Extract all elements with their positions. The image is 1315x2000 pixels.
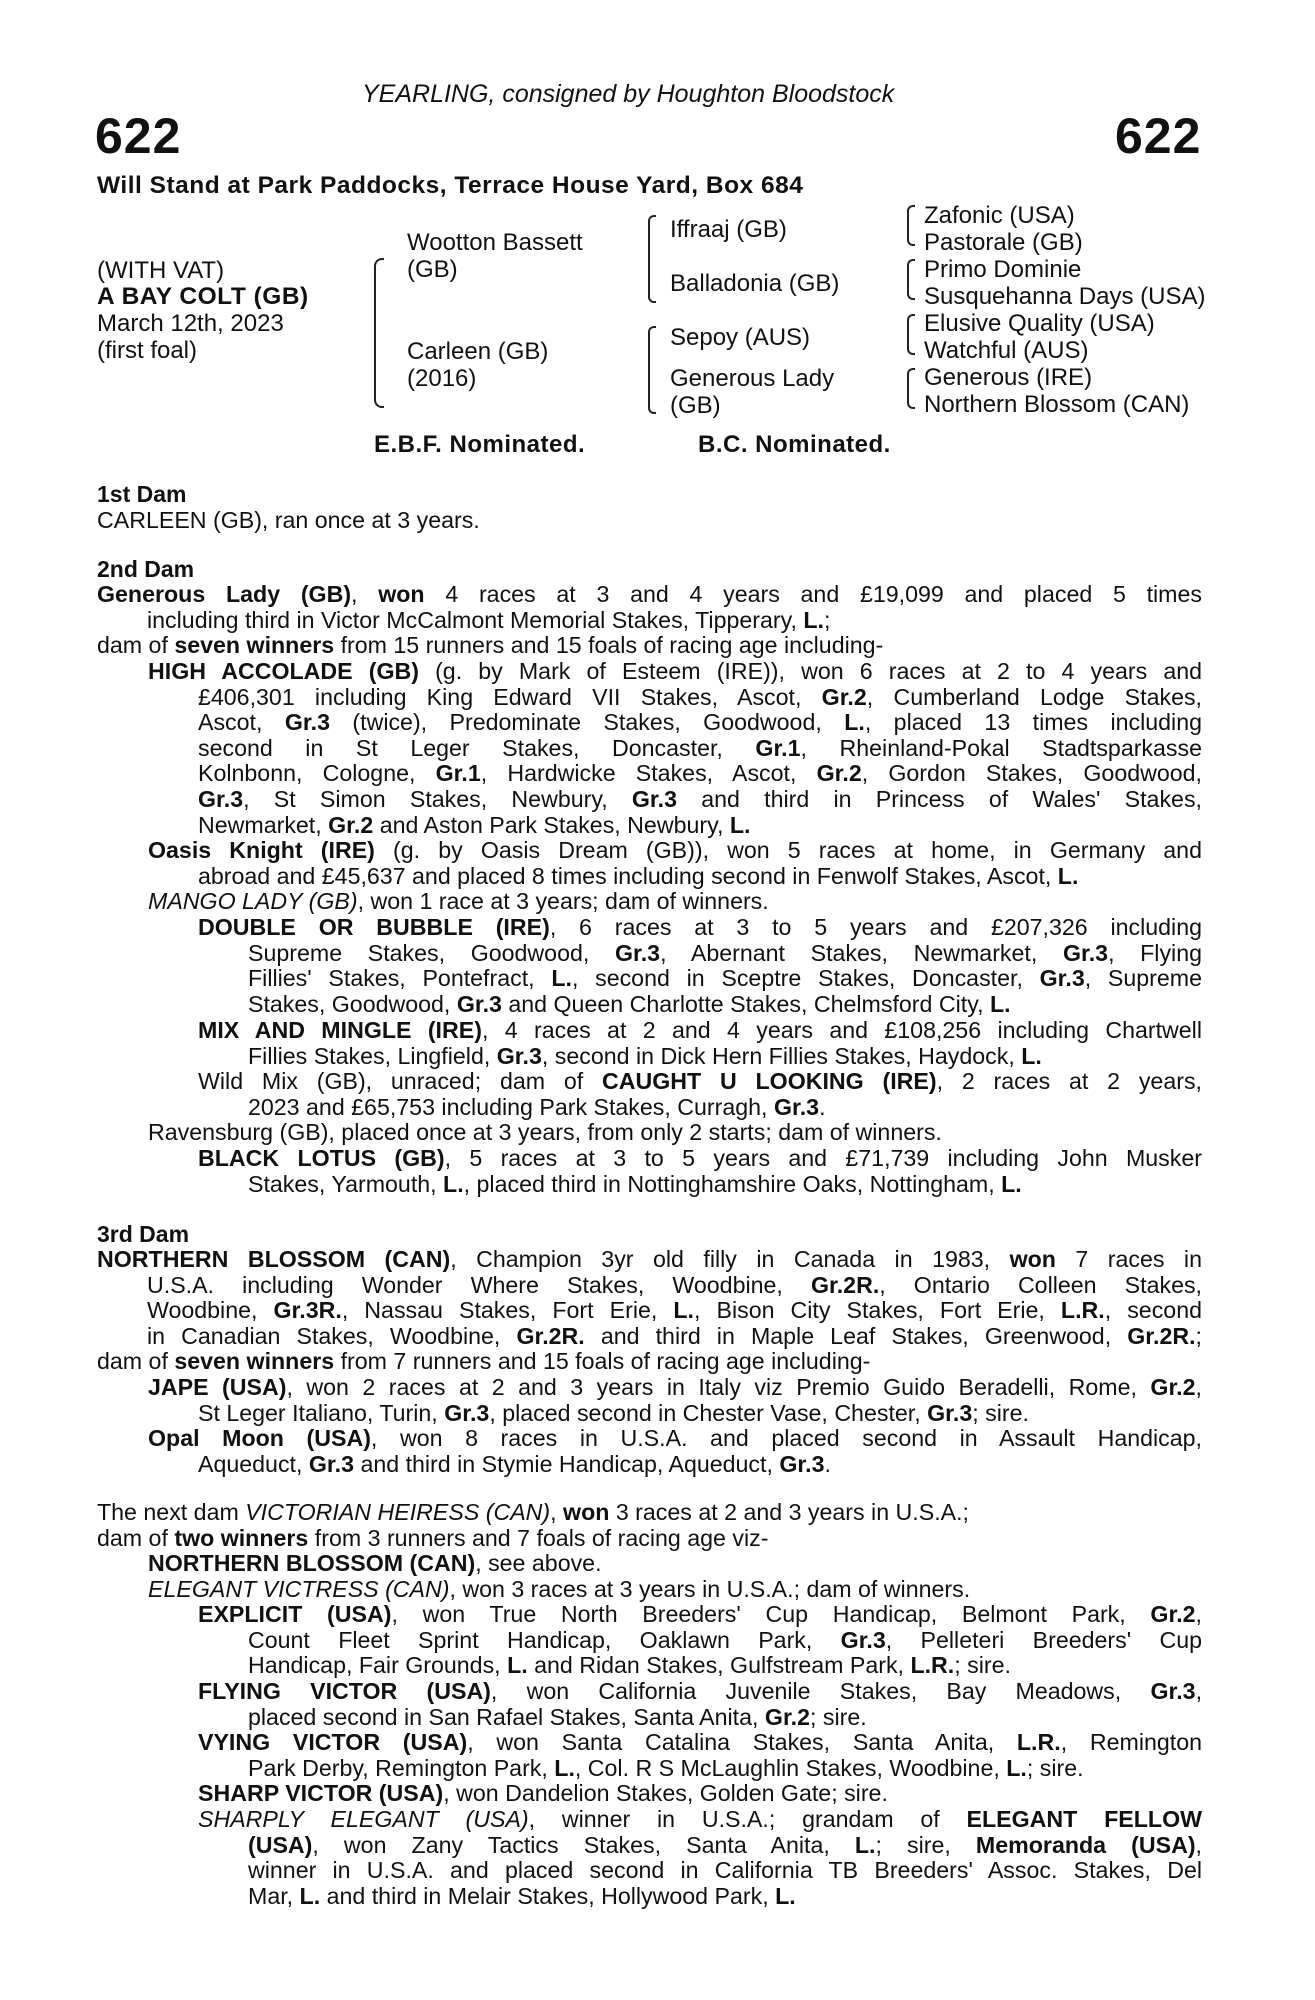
text: Aqueduct, (198, 1450, 309, 1477)
text: , Flying (1108, 939, 1202, 966)
horse-name: CAUGHT U LOOKING (IRE) (601, 1068, 937, 1094)
dam-year: (2016) (407, 365, 477, 392)
double-or-bubble-entry (198, 915, 1202, 1017)
grade: Gr.1 (435, 760, 481, 787)
brace-ss (907, 205, 915, 246)
text: St Leger Italiano, Turin, (198, 1399, 445, 1426)
grade: Gr.3 (496, 1042, 542, 1069)
sire-name: Wootton Bassett (407, 229, 583, 256)
horse-name: NORTHERN BLOSSOM (CAN) (97, 1246, 451, 1272)
text: Count Fleet Sprint Handicap, Oaklawn Park, (248, 1626, 841, 1653)
grade: Gr.3 (779, 1450, 825, 1477)
text: , Champion 3yr old filly in Canada in 1983, (450, 1246, 1010, 1272)
sss: Zafonic (USA) (924, 202, 1075, 229)
text: , Rheinland-Pokal Stadtsparkasse (800, 734, 1203, 761)
grade: L.R. (910, 1652, 955, 1679)
text: , see above. (475, 1550, 602, 1576)
next-dam-produce (148, 1551, 1202, 1602)
text: , Nassau Stakes, Fort Erie, (341, 1297, 674, 1324)
bc-nomination: B.C. Nominated. (698, 431, 891, 458)
text: , 6 races at 3 to 5 years and £207,326 including (549, 914, 1202, 940)
text: dam of (97, 1348, 175, 1375)
horse-name: DOUBLE OR BUBBLE (IRE) (198, 914, 550, 940)
text: Woodbine, (147, 1297, 274, 1324)
text: , (550, 1499, 564, 1525)
grade: L. (775, 1882, 796, 1909)
ravensburg-entry (148, 1120, 1202, 1146)
grade: L. (554, 1754, 575, 1781)
text: from 3 runners and 7 foals of racing age viz- (308, 1524, 769, 1551)
brace-main (374, 258, 384, 408)
text: Handicap, Fair Grounds, (248, 1652, 508, 1679)
text: Kolnbonn, Cologne, (198, 760, 436, 787)
text: , won 1 race at 3 years; dam of winners. (357, 888, 769, 915)
text: , won True North Breeders' Cup Handicap, Belmont Park, (391, 1601, 1151, 1627)
text: and Queen Charlotte Stakes, Chelmsford City, (501, 990, 990, 1017)
text: (twice), Predominate Stakes, Goodwood, (329, 709, 845, 736)
text: , won Zany Tactics Stakes, Santa Anita, (312, 1831, 855, 1858)
text: Wild Mix (GB), unraced; dam of (198, 1068, 602, 1094)
grade: Gr.2 (328, 811, 374, 838)
grade: Gr.3 (614, 939, 661, 966)
grade: L. (844, 709, 865, 736)
text: second in St Leger Stakes, Doncaster, (198, 734, 756, 761)
text: , (1195, 1601, 1202, 1627)
text: from 7 runners and 15 foals of racing age including- (334, 1348, 871, 1375)
grade: Gr.2 (764, 1703, 811, 1730)
text: , Supreme (1084, 965, 1203, 992)
ddd: Northern Blossom (CAN) (924, 391, 1190, 418)
dam-dam-country: (GB) (670, 392, 721, 419)
text: , St Simon Stakes, Newbury, (243, 785, 632, 812)
second-dam-heading: 2nd Dam (97, 556, 195, 582)
first-dam-text: CARLEEN (GB), ran once at 3 years. (97, 507, 480, 533)
grade: L. (551, 965, 572, 992)
text: winner in U.S.A. and placed second in California TB Breeders' Assoc. Stakes, Del (248, 1857, 1202, 1884)
horse-foal-note: (first foal) (97, 337, 198, 364)
grade: Gr.3 (456, 990, 502, 1017)
text: and third in Maple Leaf Stakes, Greenwood, (584, 1322, 1128, 1349)
horse-name: SHARPLY ELEGANT (USA) (198, 1806, 529, 1832)
text: , placed second in Chester Vase, Chester, (489, 1399, 928, 1426)
won-label: won (563, 1499, 610, 1525)
horse-name: NORTHERN BLOSSOM (CAN) (148, 1550, 476, 1576)
winners-count: seven winners (174, 1348, 335, 1375)
horse-name: Oasis Knight (IRE) (148, 837, 375, 863)
grade: L. (299, 1882, 321, 1909)
oasis-knight-entry (148, 838, 1202, 915)
text: ; sire. (972, 1399, 1029, 1426)
grade: Gr.3 (927, 1399, 973, 1426)
text: , Remington (1060, 1729, 1202, 1755)
dam-name: Carleen (GB) (407, 338, 549, 365)
sharply-elegant-entry (198, 1807, 1202, 1909)
text: , 2 races at 2 years, (936, 1068, 1202, 1094)
dam-sire: Sepoy (AUS) (670, 324, 811, 351)
text: , second in Dick Hern Fillies Stakes, Haydock, (541, 1042, 1022, 1069)
horse-name: VYING VICTOR (USA) (198, 1729, 468, 1755)
text: Park Derby, Remington Park, (248, 1754, 555, 1781)
grade: L. (1021, 1042, 1042, 1069)
grade: L.R. (1016, 1729, 1061, 1755)
text: , (1195, 1374, 1202, 1400)
grade: L. (854, 1831, 876, 1858)
text: in Canadian Stakes, Woodbine, (147, 1322, 517, 1349)
second-dam-entry: Generous Lady (GB), won 4 races at 3 and 4 years and £19,099 and placed 5 times including third in Victor McCalmont Memorial Stakes, Tipperary, L.; dam of seven winners from 15 runners and 15 foals of racing age including- (97, 581, 1202, 659)
text: 4 races at 3 and 4 years and £19,099 and placed 5 times (424, 581, 1202, 607)
first-dam-heading: 1st Dam (97, 481, 187, 507)
text: ; sire, (875, 1831, 976, 1858)
text: and third in Stymie Handicap, Aqueduct, (354, 1450, 780, 1477)
horse-name: VICTORIAN HEIRESS (CAN) (245, 1499, 551, 1525)
text: Mar, (248, 1882, 300, 1909)
text: Stakes, Yarmouth, (248, 1170, 444, 1197)
sharp-victor-entry (198, 1781, 1202, 1807)
horse-name: EXPLICIT (USA) (198, 1601, 392, 1627)
brace-dam (648, 326, 656, 414)
sire-country: (GB) (407, 256, 458, 283)
horse-name: Memoranda (USA) (975, 1831, 1196, 1858)
text: . (819, 1093, 826, 1120)
brace-dd (907, 368, 915, 409)
horse-name: Opal Moon (USA) (148, 1425, 371, 1451)
text: 2023 and £65,753 including Park Stakes, Curragh, (248, 1093, 774, 1120)
text: (g. by Oasis Dream (GB)), won 5 races at home, in Germany and (374, 837, 1202, 863)
grade: Gr.3 (1062, 939, 1109, 966)
wild-mix-entry (198, 1069, 1202, 1120)
text: , placed third in Nottinghamshire Oaks, Nottingham, (463, 1170, 1002, 1197)
grade: Gr.3 (284, 709, 330, 736)
text: Fillies' Stakes, Pontefract, (248, 965, 552, 992)
grade: Gr.2 (1150, 1374, 1196, 1400)
dss: Elusive Quality (USA) (924, 310, 1155, 337)
grade: Gr.3R. (273, 1297, 342, 1324)
winners-count: seven winners (174, 632, 335, 659)
dds: Generous (IRE) (924, 364, 1093, 391)
horse-country: (USA) (248, 1831, 313, 1858)
text: Stakes, Goodwood, (248, 990, 457, 1017)
horse-name: ELEGANT FELLOW (966, 1806, 1202, 1832)
text: ; sire. (954, 1652, 1011, 1679)
grade: L.R. (1060, 1297, 1105, 1324)
horse-name: BLACK LOTUS (GB) (198, 1145, 445, 1171)
horse-name: MIX AND MINGLE (IRE) (198, 1017, 482, 1043)
sire-sire: Iffraaj (GB) (670, 216, 787, 243)
text: , placed 13 times including (864, 709, 1202, 736)
grade: Gr.2R. (810, 1271, 880, 1298)
sire-dam: Balladonia (GB) (670, 270, 840, 297)
northern-blossom-entry (97, 1247, 1202, 1375)
grade: L. (803, 606, 824, 633)
high-accolade-entry (148, 659, 1202, 838)
grade: L. (1001, 1170, 1022, 1197)
vat-note: (WITH VAT) (97, 257, 225, 284)
grade: Gr.2R. (516, 1322, 585, 1349)
third-dam-heading: 3rd Dam (97, 1221, 190, 1247)
black-lotus-entry (198, 1146, 1202, 1197)
text: Supreme Stakes, Goodwood, (248, 939, 615, 966)
text: ; (823, 606, 831, 633)
lot-number-left: 622 (95, 108, 182, 164)
text: , Hardwicke Stakes, Ascot, (480, 760, 817, 787)
grade: L. (1057, 862, 1079, 889)
text: Ravensburg (GB), placed once at 3 years, from only 2 starts; dam of winners. (148, 1119, 942, 1145)
grade: Gr.3 (773, 1093, 820, 1120)
horse-name: ELEGANT VICTRESS (CAN) (148, 1575, 450, 1602)
won-label: won (1009, 1246, 1056, 1272)
consignor-line: YEARLING, consigned by Houghton Bloodstock (362, 80, 895, 108)
text: Newmarket, (198, 811, 329, 838)
brace-ds (907, 314, 915, 355)
text: and third in Princess of Wales' Stakes, (677, 785, 1202, 812)
text: , winner in U.S.A.; grandam of (528, 1806, 967, 1832)
horse-name: MANGO LADY (GB) (148, 888, 358, 915)
dsd: Watchful (AUS) (924, 337, 1089, 364)
ssd: Pastorale (GB) (924, 229, 1083, 256)
horse-name: FLYING VICTOR (USA) (198, 1678, 491, 1704)
lot-number-right: 622 (1115, 108, 1202, 164)
text: , (1195, 1678, 1203, 1704)
grade: Gr.3 (1150, 1678, 1196, 1704)
grade: Gr.3 (308, 1450, 354, 1477)
text: including third in Victor McCalmont Memorial Stakes, Tipperary, (147, 606, 804, 633)
text: 3 races at 2 and 3 years in U.S.A.; (609, 1499, 969, 1525)
text: Ascot, (198, 709, 285, 736)
jape-entry (148, 1375, 1202, 1426)
mix-and-mingle-entry (198, 1018, 1202, 1069)
text: dam of (97, 632, 175, 659)
horse-name: HIGH ACCOLADE (GB) (148, 658, 419, 684)
sdd: Susquehanna Days (USA) (924, 283, 1206, 310)
text: ; sire. (810, 1703, 867, 1730)
text: and third in Melair Stakes, Hollywood Park, (320, 1882, 776, 1909)
horse-name: SHARP VICTOR (USA) (198, 1780, 444, 1806)
text: , second (1104, 1297, 1202, 1324)
text: ; (1195, 1322, 1202, 1349)
grade: Gr.3 (840, 1626, 886, 1653)
text: , won 3 races at 3 years in U.S.A.; dam of winners. (449, 1575, 971, 1602)
text: U.S.A. including Wonder Where Stakes, Woodbine, (147, 1271, 811, 1298)
dam-dam: Generous Lady (670, 365, 835, 392)
grade: Gr.3 (631, 785, 677, 812)
text: , 4 races at 2 and 4 years and £108,256 including Chartwell (481, 1017, 1202, 1043)
text: , (1195, 1831, 1202, 1858)
text: , won 8 races in U.S.A. and placed second in Assault Handicap, (370, 1425, 1202, 1451)
explicit-entry (198, 1602, 1202, 1679)
sds: Primo Dominie (924, 256, 1082, 283)
text: £406,301 including King Edward VII Stakes, Ascot, (198, 683, 822, 710)
text: from 15 runners and 15 foals of racing age including- (334, 632, 884, 659)
text: , Col. R S McLaughlin Stakes, Woodbine, (574, 1754, 1007, 1781)
text: placed second in San Rafael Stakes, Santa Anita, (248, 1703, 765, 1730)
text: and Ridan Stakes, Gulfstream Park, (527, 1652, 911, 1679)
text: The next dam (97, 1499, 246, 1525)
horse-name: A BAY COLT (GB) (97, 283, 309, 310)
grade: Gr.2R. (1127, 1322, 1196, 1349)
dam-name: Generous Lady (GB) (97, 581, 352, 607)
text: , won California Juvenile Stakes, Bay Meadows, (490, 1678, 1151, 1704)
horse-name: JAPE (USA) (148, 1374, 287, 1400)
grade: L. (729, 811, 751, 838)
text: , second in Sceptre Stakes, Doncaster, (571, 965, 1040, 992)
won-label: won (378, 581, 425, 607)
text: , won Dandelion Stakes, Golden Gate; sire. (443, 1780, 888, 1806)
ebf-nomination: E.B.F. Nominated. (374, 431, 586, 458)
grade: Gr.2 (821, 683, 867, 710)
opal-moon-entry (148, 1426, 1202, 1477)
next-dam-entry (97, 1500, 1202, 1551)
stand-location: Will Stand at Park Paddocks, Terrace House Yard, Box 684 (97, 172, 804, 199)
grade: L. (443, 1170, 464, 1197)
grade: Gr.2 (1150, 1601, 1196, 1627)
horse-dob: March 12th, 2023 (97, 310, 284, 337)
text: , Bison City Stakes, Fort Erie, (693, 1297, 1061, 1324)
text: . (824, 1450, 831, 1477)
brace-sd (907, 259, 915, 300)
winners-count: two winners (174, 1524, 309, 1551)
grade: Gr.2 (816, 760, 862, 787)
text: , won 2 races at 2 and 3 years in Italy viz Premio Guido Beradelli, Rome, (286, 1374, 1151, 1400)
flying-victor-entry (198, 1679, 1202, 1730)
grade: L. (673, 1297, 694, 1324)
text: , Cumberland Lodge Stakes, (866, 683, 1203, 710)
grade: L. (989, 990, 1011, 1017)
grade: L. (507, 1652, 528, 1679)
text: ; sire. (1026, 1754, 1084, 1781)
text: , Ontario Colleen Stakes, (879, 1271, 1202, 1298)
text: , Gordon Stakes, Goodwood, (861, 760, 1202, 787)
grade: L. (1006, 1754, 1027, 1781)
text: abroad and £45,637 and placed 8 times including second in Fenwolf Stakes, Ascot, (198, 862, 1058, 889)
text: dam of (97, 1524, 175, 1551)
brace-sire (648, 215, 656, 303)
vying-victor-entry (198, 1730, 1202, 1781)
grade: Gr.3 (444, 1399, 490, 1426)
text: , won Santa Catalina Stakes, Santa Anita, (467, 1729, 1017, 1755)
text: and Aston Park Stakes, Newbury, (373, 811, 730, 838)
text: Fillies Stakes, Lingfield, (248, 1042, 497, 1069)
text: (g. by Mark of Esteem (IRE)), won 6 races at 2 to 4 years and (418, 658, 1203, 684)
grade: Gr.3 (1039, 965, 1085, 992)
grade: Gr.1 (755, 734, 801, 761)
text: , 5 races at 3 to 5 years and £71,739 including John Musker (444, 1145, 1202, 1171)
text: , Pelleteri Breeders' Cup (885, 1626, 1202, 1653)
grade: Gr.3 (198, 785, 244, 812)
text: , Abernant Stakes, Newmarket, (660, 939, 1063, 966)
text: 7 races in (1055, 1246, 1202, 1272)
